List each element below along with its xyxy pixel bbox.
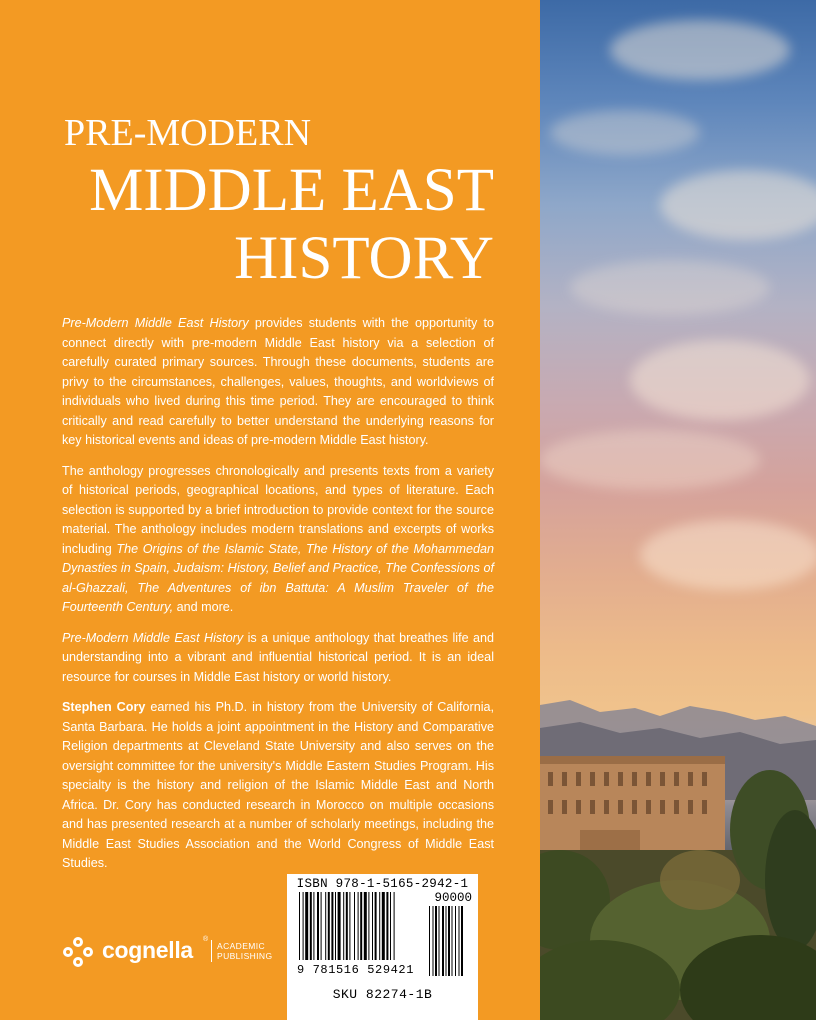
publisher-subtitle: ACADEMIC PUBLISHING [217,941,273,961]
back-cover-copy [62,314,494,885]
title-line-2: MIDDLE EAST [89,157,494,224]
author-name: Stephen Cory [62,700,146,714]
sku-text: SKU 82274-1B [332,987,433,1002]
description-paragraph-3: Pre-Modern Middle East History is a unique anthology that breathes life and understanding into a vibrant and influential historical period. It is an ideal resource for courses in Middle East history or world history. [62,630,494,684]
publisher-name: cognella [102,937,193,963]
title-line-1: PRE-MODERN [64,112,312,154]
publisher-logo [60,932,290,972]
price-code: 90000 [434,891,472,905]
alhambra-photo [540,0,816,1020]
ean-number: 9 781516 529421 [297,963,415,977]
description-paragraph-1: Pre-Modern Middle East History provides students with the opportunity to connect directly with pre-modern Middle East history via a selection of carefully curated primary sources. Through these documents, students are privy to the circumstances, challenges, values, thoughts, and worldviews of individuals who lived during this time period. They are encouraged to think critically and read carefully to better understand the underlying reasons for key historical events and ideas of pre-modern Middle East history. [62,316,494,447]
description-paragraph-2: The anthology progresses chronologically and presents texts from a variety of historical periods, geographical locations, and types of literature. Each selection is supported by a brief introduction to provide context for the source material. The anthology includes modern translations and excerpts of works including The Origins of the Islamic State, The History of the Mohammedan Dynasties in Spain, Judaism: History, Belief and Practice, The Confessions of al-Ghazzali, The Adventures of ibn Battuta: A Muslim Traveler of the Fourteenth Century, and more. [62,463,494,614]
isbn-text: ISBN 978-1-5165-2942-1 [296,877,469,891]
book-title-italic: Pre-Modern Middle East History [62,316,249,330]
barcode-label [287,874,478,1020]
book-title-italic: Pre-Modern Middle East History [62,630,244,645]
works-list-italic: The Origins of the Islamic State, The History of the Mohammedan Dynasties in Spain, Judaism: History, Belief and Practice, The Confessions of al-Ghazzali, The Adventures of ibn Battuta: A Muslim Traveler of the Fourteenth Century, [62,541,494,614]
title-line-3: HISTORY [234,225,494,292]
logo-divider [211,940,212,962]
author-bio: Stephen Cory earned his Ph.D. in history from the University of California, Santa Barbara. He holds a joint appointment in the History and Comparative Religion departments at Cleveland State University and also serves on the oversight committee for the university's Middle Eastern Studies Program. His specialty is the history and religion of the Islamic Middle East and North Africa. Dr. Cory has conducted research in Morocco on multiple occasions and has presented research at a number of scholarly meetings, including the Middle East Studies Association and the World Congress of Middle East Studies. [62,700,495,870]
registered-mark: ® [203,936,209,943]
cognella-flower-icon [60,934,96,970]
